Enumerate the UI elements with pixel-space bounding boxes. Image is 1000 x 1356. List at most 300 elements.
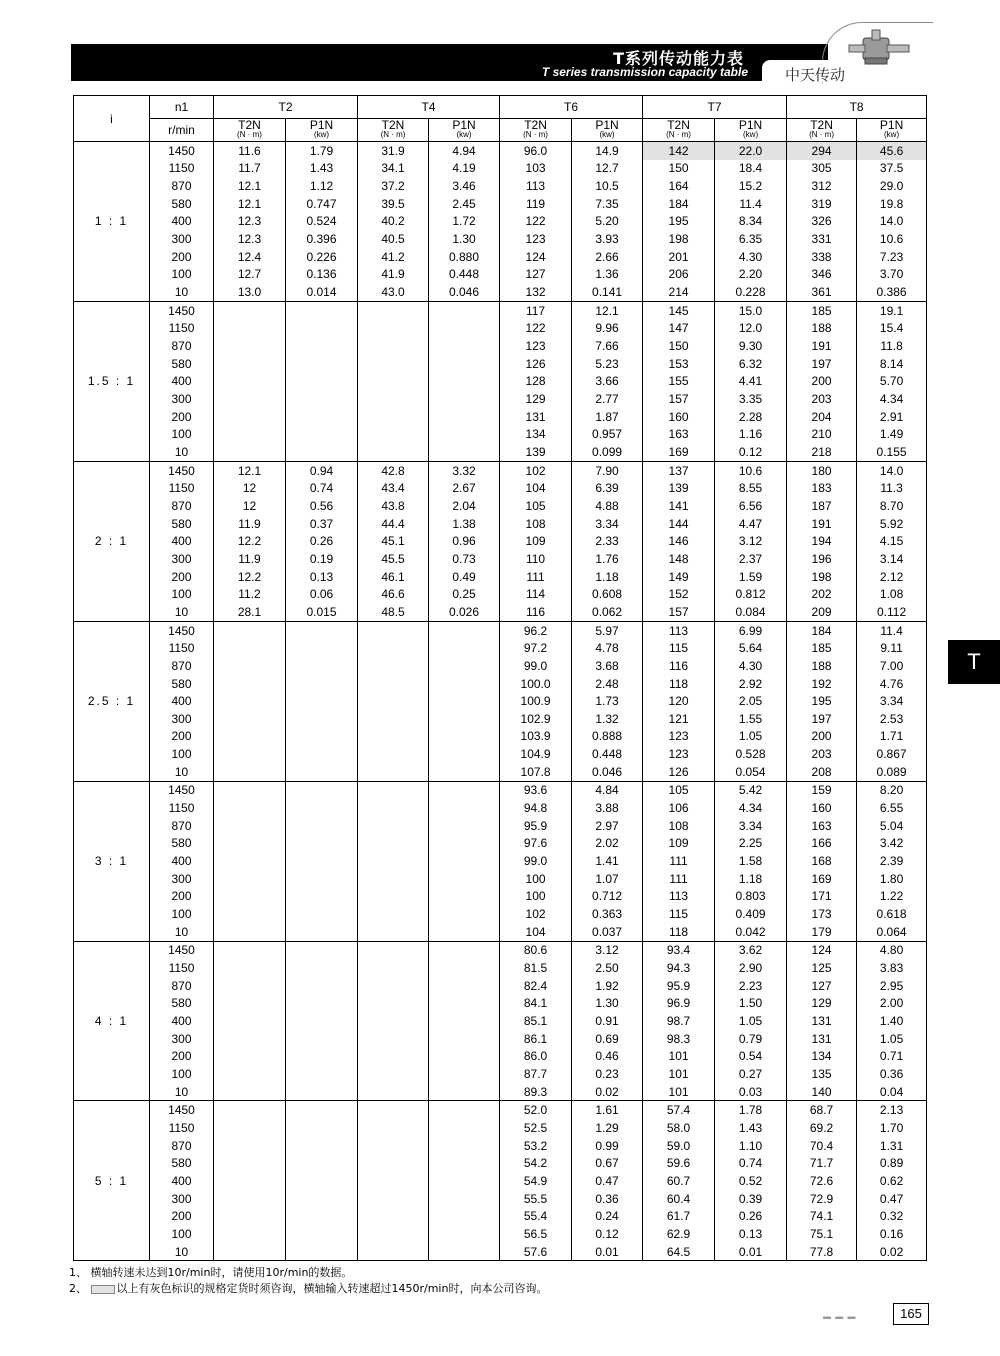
value-cell xyxy=(358,941,429,959)
value-cell: 12.4 xyxy=(214,248,286,266)
value-cell: 1.70 xyxy=(857,1119,927,1137)
value-cell: 0.099 xyxy=(572,443,643,461)
value-cell: 122 xyxy=(500,320,572,338)
value-cell: 2.45 xyxy=(429,195,500,213)
rpm-cell: 400 xyxy=(150,1172,214,1190)
value-cell: 124 xyxy=(787,941,857,959)
subheader-torque-2 xyxy=(500,119,572,142)
value-cell: 0.867 xyxy=(857,745,927,763)
value-cell: 196 xyxy=(787,550,857,568)
value-cell: 197 xyxy=(787,355,857,373)
value-cell: 124 xyxy=(500,248,572,266)
power-label: P1N xyxy=(309,118,334,132)
value-cell xyxy=(286,728,358,746)
table-row xyxy=(74,959,927,977)
value-cell: 94.3 xyxy=(643,959,715,977)
value-cell: 1.87 xyxy=(572,408,643,426)
table-row xyxy=(74,1047,927,1065)
value-cell: 163 xyxy=(787,817,857,835)
value-cell: 3.66 xyxy=(572,373,643,391)
table-row xyxy=(74,497,927,515)
value-cell: 0.015 xyxy=(286,603,358,621)
value-cell xyxy=(429,888,500,906)
value-cell: 3.12 xyxy=(572,941,643,959)
value-cell: 13.0 xyxy=(214,283,286,301)
rpm-cell: 300 xyxy=(150,550,214,568)
rpm-cell: 870 xyxy=(150,817,214,835)
value-cell xyxy=(214,941,286,959)
value-cell: 0.99 xyxy=(572,1137,643,1155)
value-cell xyxy=(214,621,286,639)
model-header-t7: T7 xyxy=(643,96,787,119)
model-header-t4: T4 xyxy=(358,96,500,119)
value-cell: 123 xyxy=(500,230,572,248)
value-cell: 200 xyxy=(787,373,857,391)
value-cell: 11.4 xyxy=(857,621,927,639)
gearbox-icon xyxy=(845,28,915,70)
value-cell: 54.9 xyxy=(500,1172,572,1190)
value-cell: 0.12 xyxy=(572,1225,643,1243)
table-row xyxy=(74,870,927,888)
value-cell xyxy=(429,905,500,923)
ratio-cell: 1.5 : 1 xyxy=(74,301,150,461)
table-row xyxy=(74,213,927,231)
value-cell xyxy=(286,1137,358,1155)
rpm-cell: 1450 xyxy=(150,941,214,959)
value-cell: 14.0 xyxy=(857,461,927,479)
value-cell: 84.1 xyxy=(500,995,572,1013)
value-cell: 1.36 xyxy=(572,266,643,284)
value-cell: 118 xyxy=(643,675,715,693)
value-cell xyxy=(429,852,500,870)
value-cell: 57.4 xyxy=(643,1101,715,1119)
value-cell: 0.67 xyxy=(572,1154,643,1172)
value-cell: 0.026 xyxy=(429,603,500,621)
value-cell: 0.06 xyxy=(286,585,358,603)
value-cell: 102 xyxy=(500,461,572,479)
value-cell: 164 xyxy=(643,177,715,195)
rpm-cell: 870 xyxy=(150,657,214,675)
value-cell xyxy=(429,301,500,319)
table-row xyxy=(74,1012,927,1030)
value-cell: 0.16 xyxy=(857,1225,927,1243)
value-cell: 0.47 xyxy=(572,1172,643,1190)
value-cell: 9.96 xyxy=(572,320,643,338)
value-cell: 2.05 xyxy=(715,692,787,710)
value-cell xyxy=(286,995,358,1013)
table-row xyxy=(74,710,927,728)
value-cell xyxy=(214,745,286,763)
table-row xyxy=(74,781,927,799)
value-cell xyxy=(286,1030,358,1048)
value-cell xyxy=(214,443,286,461)
rpm-cell: 300 xyxy=(150,1190,214,1208)
rpm-cell: 10 xyxy=(150,1243,214,1261)
value-cell: 131 xyxy=(500,408,572,426)
value-cell: 0.26 xyxy=(715,1207,787,1225)
value-cell xyxy=(358,817,429,835)
table-row xyxy=(74,745,927,763)
value-cell: 46.1 xyxy=(358,568,429,586)
value-cell: 3.35 xyxy=(715,390,787,408)
value-cell: 62.9 xyxy=(643,1225,715,1243)
value-cell: 2.25 xyxy=(715,835,787,853)
value-cell: 115 xyxy=(643,639,715,657)
ratio-cell: 2.5 : 1 xyxy=(74,621,150,781)
value-cell: 4.47 xyxy=(715,515,787,533)
value-cell: 113 xyxy=(643,621,715,639)
value-cell xyxy=(358,888,429,906)
value-cell: 75.1 xyxy=(787,1225,857,1243)
value-cell: 147 xyxy=(643,320,715,338)
rpm-cell: 200 xyxy=(150,408,214,426)
value-cell: 173 xyxy=(787,905,857,923)
table-row xyxy=(74,728,927,746)
value-cell: 5.97 xyxy=(572,621,643,639)
value-cell: 123 xyxy=(500,337,572,355)
value-cell: 331 xyxy=(787,230,857,248)
value-cell: 1.40 xyxy=(857,1012,927,1030)
table-row xyxy=(74,1065,927,1083)
value-cell: 0.13 xyxy=(715,1225,787,1243)
value-cell: 118 xyxy=(643,923,715,941)
value-cell xyxy=(358,728,429,746)
rpm-cell: 580 xyxy=(150,355,214,373)
value-cell: 0.089 xyxy=(857,763,927,781)
value-cell: 11.8 xyxy=(857,337,927,355)
value-cell: 139 xyxy=(500,443,572,461)
value-cell: 12.0 xyxy=(715,320,787,338)
value-cell: 98.7 xyxy=(643,1012,715,1030)
table-row xyxy=(74,337,927,355)
subheader-power-1 xyxy=(429,119,500,142)
value-cell: 12.1 xyxy=(214,195,286,213)
rpm-cell: 100 xyxy=(150,426,214,444)
value-cell: 102.9 xyxy=(500,710,572,728)
torque-unit: (N · m) xyxy=(237,130,262,139)
value-cell xyxy=(214,1137,286,1155)
note-2-prefix: 2、 xyxy=(69,1282,87,1295)
rpm-cell: 300 xyxy=(150,870,214,888)
value-cell xyxy=(358,1119,429,1137)
value-cell: 1.80 xyxy=(857,870,927,888)
value-cell: 0.96 xyxy=(429,532,500,550)
rpm-cell: 400 xyxy=(150,213,214,231)
value-cell xyxy=(358,426,429,444)
value-cell: 125 xyxy=(787,959,857,977)
ratio-cell: 4 : 1 xyxy=(74,941,150,1101)
value-cell xyxy=(358,959,429,977)
value-cell: 0.71 xyxy=(857,1047,927,1065)
value-cell xyxy=(358,675,429,693)
table-row xyxy=(74,532,927,550)
value-cell: 5.92 xyxy=(857,515,927,533)
value-cell: 3.62 xyxy=(715,941,787,959)
value-cell: 200 xyxy=(787,728,857,746)
value-cell: 3.34 xyxy=(857,692,927,710)
table-row xyxy=(74,1243,927,1261)
value-cell xyxy=(358,390,429,408)
value-cell: 1.12 xyxy=(286,177,358,195)
value-cell: 45.5 xyxy=(358,550,429,568)
value-cell: 3.83 xyxy=(857,959,927,977)
value-cell xyxy=(358,781,429,799)
value-cell xyxy=(429,977,500,995)
value-cell: 0.386 xyxy=(857,283,927,301)
value-cell: 12.3 xyxy=(214,213,286,231)
value-cell xyxy=(214,1101,286,1119)
value-cell: 141 xyxy=(643,497,715,515)
value-cell: 197 xyxy=(787,710,857,728)
value-cell xyxy=(429,763,500,781)
value-cell xyxy=(358,1172,429,1190)
value-cell: 1.78 xyxy=(715,1101,787,1119)
value-cell: 11.2 xyxy=(214,585,286,603)
value-cell: 3.68 xyxy=(572,657,643,675)
value-cell: 10.6 xyxy=(857,230,927,248)
value-cell: 0.03 xyxy=(715,1083,787,1101)
table-row xyxy=(74,390,927,408)
value-cell: 0.37 xyxy=(286,515,358,533)
value-cell xyxy=(286,888,358,906)
value-cell xyxy=(214,799,286,817)
value-cell: 198 xyxy=(787,568,857,586)
value-cell: 10.6 xyxy=(715,461,787,479)
value-cell: 7.00 xyxy=(857,657,927,675)
value-cell: 46.6 xyxy=(358,585,429,603)
value-cell: 2.91 xyxy=(857,408,927,426)
value-cell xyxy=(286,835,358,853)
value-cell xyxy=(286,1190,358,1208)
value-cell xyxy=(358,320,429,338)
value-cell: 1.61 xyxy=(572,1101,643,1119)
value-cell xyxy=(214,710,286,728)
value-cell: 128 xyxy=(500,373,572,391)
value-cell: 185 xyxy=(787,639,857,657)
torque-unit: (N · m) xyxy=(666,130,691,139)
value-cell xyxy=(429,781,500,799)
value-cell: 104 xyxy=(500,923,572,941)
value-cell xyxy=(286,959,358,977)
value-cell: 9.30 xyxy=(715,337,787,355)
value-cell: 2.48 xyxy=(572,675,643,693)
value-cell xyxy=(358,355,429,373)
value-cell: 96.2 xyxy=(500,621,572,639)
value-cell: 192 xyxy=(787,675,857,693)
table-row xyxy=(74,373,927,391)
subheader-torque-4 xyxy=(787,119,857,142)
value-cell xyxy=(429,710,500,728)
col-ratio-header: i xyxy=(74,96,150,142)
value-cell: 214 xyxy=(643,283,715,301)
table-row xyxy=(74,799,927,817)
value-cell: 4.88 xyxy=(572,497,643,515)
rpm-cell: 200 xyxy=(150,1047,214,1065)
rpm-cell: 580 xyxy=(150,1154,214,1172)
table-row xyxy=(74,515,927,533)
value-cell: 0.396 xyxy=(286,230,358,248)
value-cell: 111 xyxy=(643,852,715,870)
rpm-cell: 1150 xyxy=(150,639,214,657)
value-cell: 15.4 xyxy=(857,320,927,338)
value-cell: 1.73 xyxy=(572,692,643,710)
value-cell: 14.9 xyxy=(572,142,643,160)
table-row xyxy=(74,1119,927,1137)
value-cell xyxy=(214,301,286,319)
value-cell: 59.0 xyxy=(643,1137,715,1155)
value-cell xyxy=(358,1154,429,1172)
table-row xyxy=(74,568,927,586)
value-cell: 183 xyxy=(787,479,857,497)
value-cell: 6.32 xyxy=(715,355,787,373)
table-row xyxy=(74,266,927,284)
value-cell: 1.18 xyxy=(572,568,643,586)
value-cell: 4.78 xyxy=(572,639,643,657)
value-cell xyxy=(214,320,286,338)
value-cell: 0.155 xyxy=(857,443,927,461)
value-cell xyxy=(286,1065,358,1083)
value-cell xyxy=(429,1190,500,1208)
value-cell: 1.43 xyxy=(715,1119,787,1137)
value-cell: 5.42 xyxy=(715,781,787,799)
value-cell: 104.9 xyxy=(500,745,572,763)
table-row xyxy=(74,657,927,675)
value-cell xyxy=(358,1083,429,1101)
rpm-cell: 1450 xyxy=(150,301,214,319)
torque-label: T2N xyxy=(810,118,833,132)
ratio-cell: 3 : 1 xyxy=(74,781,150,941)
value-cell xyxy=(358,373,429,391)
rpm-cell: 400 xyxy=(150,852,214,870)
value-cell xyxy=(429,657,500,675)
value-cell: 1.16 xyxy=(715,426,787,444)
value-cell: 1.32 xyxy=(572,710,643,728)
value-cell: 3.93 xyxy=(572,230,643,248)
value-cell: 2.97 xyxy=(572,817,643,835)
value-cell: 2.39 xyxy=(857,852,927,870)
value-cell xyxy=(286,745,358,763)
value-cell: 129 xyxy=(787,995,857,1013)
value-cell: 0.19 xyxy=(286,550,358,568)
rpm-cell: 10 xyxy=(150,763,214,781)
table-row xyxy=(74,621,927,639)
value-cell: 113 xyxy=(500,177,572,195)
value-cell: 48.5 xyxy=(358,603,429,621)
value-cell: 1.07 xyxy=(572,870,643,888)
value-cell: 0.27 xyxy=(715,1065,787,1083)
value-cell: 100 xyxy=(500,888,572,906)
table-row xyxy=(74,160,927,178)
value-cell: 127 xyxy=(787,977,857,995)
value-cell xyxy=(286,710,358,728)
table-row xyxy=(74,995,927,1013)
rpm-cell: 400 xyxy=(150,373,214,391)
rpm-cell: 300 xyxy=(150,1030,214,1048)
value-cell: 120 xyxy=(643,692,715,710)
value-cell xyxy=(429,320,500,338)
value-cell xyxy=(286,1243,358,1261)
value-cell: 1.92 xyxy=(572,977,643,995)
value-cell: 1.30 xyxy=(429,230,500,248)
value-cell xyxy=(214,977,286,995)
value-cell: 0.957 xyxy=(572,426,643,444)
rpm-cell: 400 xyxy=(150,692,214,710)
value-cell: 0.112 xyxy=(857,603,927,621)
value-cell xyxy=(429,1243,500,1261)
value-cell: 0.037 xyxy=(572,923,643,941)
value-cell: 144 xyxy=(643,515,715,533)
value-cell xyxy=(286,337,358,355)
rpm-cell: 870 xyxy=(150,1137,214,1155)
value-cell xyxy=(429,1083,500,1101)
rpm-cell: 100 xyxy=(150,1225,214,1243)
value-cell xyxy=(214,852,286,870)
table-row xyxy=(74,479,927,497)
power-label: P1N xyxy=(738,118,763,132)
value-cell: 12.1 xyxy=(214,177,286,195)
value-cell: 70.4 xyxy=(787,1137,857,1155)
value-cell xyxy=(214,657,286,675)
value-cell: 1.31 xyxy=(857,1137,927,1155)
value-cell xyxy=(429,870,500,888)
value-cell xyxy=(358,639,429,657)
value-cell: 0.12 xyxy=(715,443,787,461)
table-row xyxy=(74,1101,927,1119)
value-cell: 166 xyxy=(787,835,857,853)
value-cell: 7.35 xyxy=(572,195,643,213)
value-cell: 3.34 xyxy=(715,817,787,835)
value-cell: 107.8 xyxy=(500,763,572,781)
value-cell xyxy=(358,923,429,941)
value-cell xyxy=(358,1012,429,1030)
value-cell: 12.2 xyxy=(214,568,286,586)
value-cell: 0.046 xyxy=(572,763,643,781)
value-cell: 139 xyxy=(643,479,715,497)
value-cell: 0.32 xyxy=(857,1207,927,1225)
value-cell: 134 xyxy=(500,426,572,444)
value-cell: 44.4 xyxy=(358,515,429,533)
value-cell: 45.6 xyxy=(857,142,927,160)
value-cell xyxy=(286,408,358,426)
value-cell: 3.70 xyxy=(857,266,927,284)
value-cell: 208 xyxy=(787,763,857,781)
value-cell: 0.01 xyxy=(715,1243,787,1261)
value-cell xyxy=(429,337,500,355)
rpm-cell: 200 xyxy=(150,888,214,906)
value-cell: 2.90 xyxy=(715,959,787,977)
value-cell: 0.062 xyxy=(572,603,643,621)
value-cell: 80.6 xyxy=(500,941,572,959)
rpm-cell: 870 xyxy=(150,337,214,355)
value-cell: 111 xyxy=(643,870,715,888)
rpm-cell: 100 xyxy=(150,266,214,284)
value-cell: 85.1 xyxy=(500,1012,572,1030)
value-cell: 12 xyxy=(214,479,286,497)
value-cell: 159 xyxy=(787,781,857,799)
value-cell: 96.0 xyxy=(500,142,572,160)
value-cell: 7.23 xyxy=(857,248,927,266)
value-cell xyxy=(214,408,286,426)
value-cell: 11.6 xyxy=(214,142,286,160)
page-number: 165 xyxy=(893,1303,929,1325)
value-cell: 87.7 xyxy=(500,1065,572,1083)
value-cell: 1.79 xyxy=(286,142,358,160)
value-cell: 55.5 xyxy=(500,1190,572,1208)
table-row xyxy=(74,248,927,266)
header-bar xyxy=(71,44,828,81)
value-cell: 1.08 xyxy=(857,585,927,603)
value-cell: 0.62 xyxy=(857,1172,927,1190)
